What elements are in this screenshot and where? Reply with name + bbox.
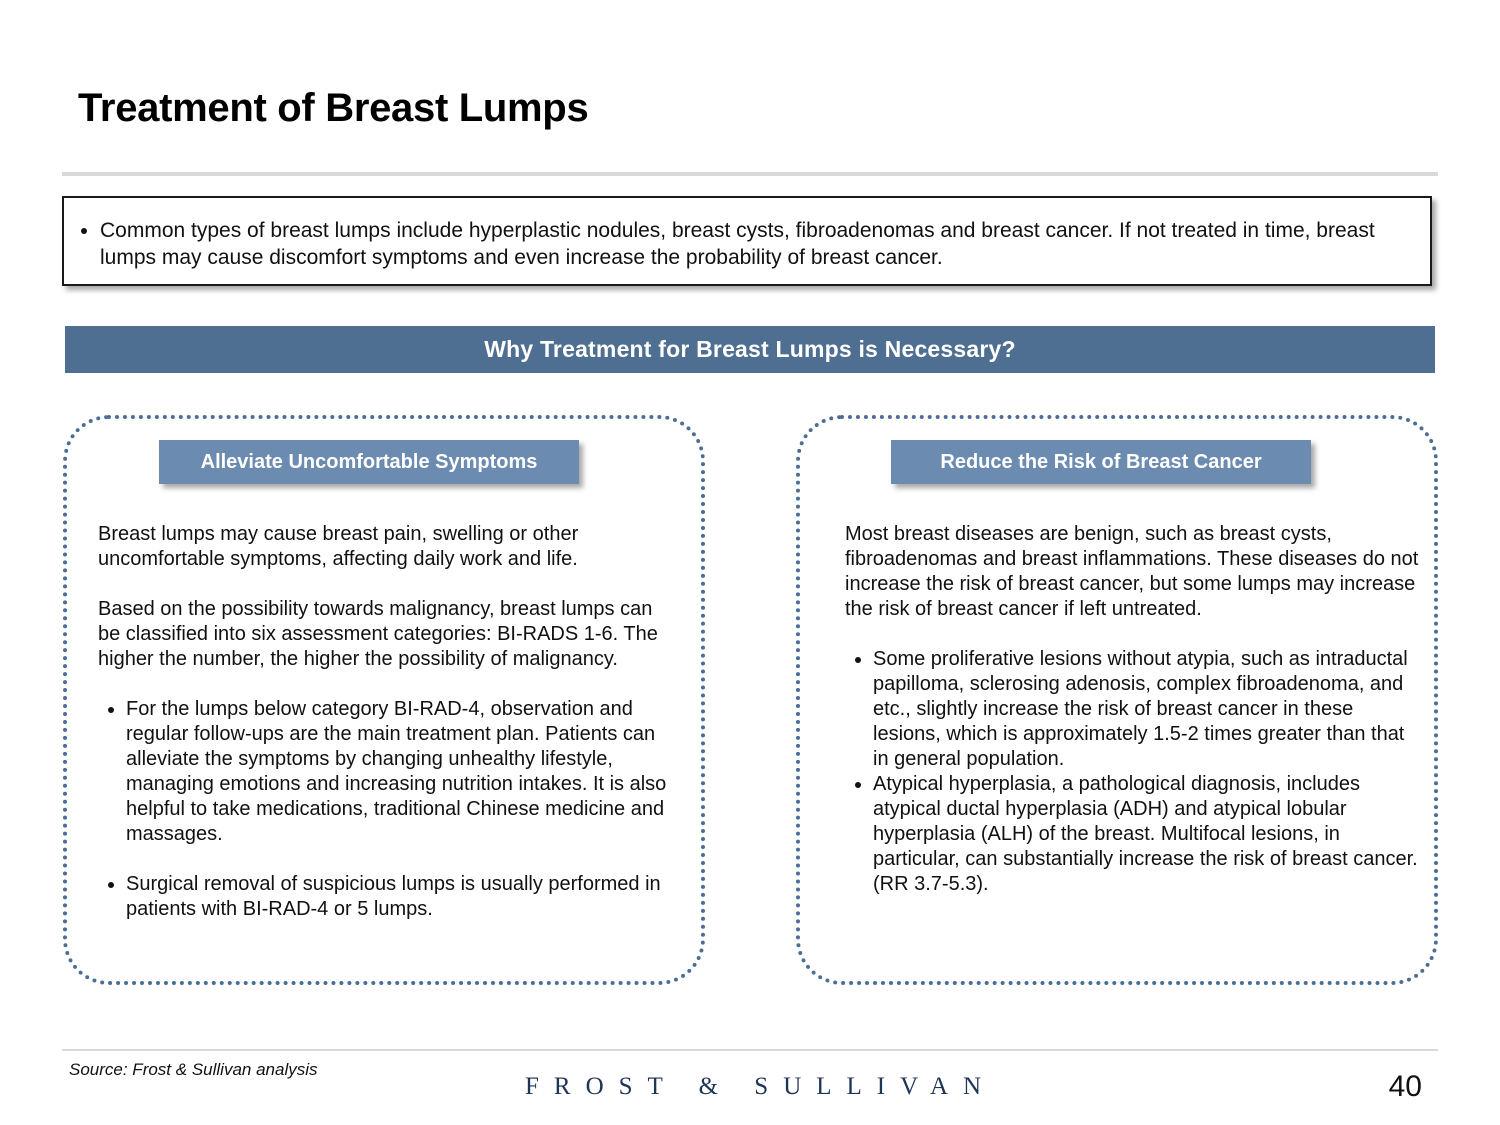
source-note: Source: Frost & Sullivan analysis xyxy=(69,1060,318,1079)
left-panel-body xyxy=(98,522,678,947)
right-panel-body xyxy=(845,522,1420,897)
left-bullet: • Surgical removal of suspicious lumps is usually performed in patients with BI-RAD-4 or 5 lumps. xyxy=(126,872,678,922)
left-paragraph: Breast lumps may cause breast pain, swelling or other uncomfortable symptoms, affecting daily work and life. xyxy=(98,523,579,570)
brand-logo: FROST & SULLIVAN xyxy=(525,1073,997,1100)
left-bullet: • For the lumps below category BI-RAD-4, observation and regular follow-ups are the main treatment plan. Patients can alleviate the symptoms by changing unhealthy lifestyle, managing emotions and increasing nutrition intakes. It is also helpful to take medications, traditional Chinese medicine and massages. xyxy=(126,697,678,847)
footer-divider xyxy=(62,1049,1438,1051)
page-number: 40 xyxy=(1388,1070,1422,1103)
left-paragraph: Based on the possibility towards malignancy, breast lumps can be classified into six assessment categories: BI-RADS 1-6. The higher the number, the higher the possibility of malignancy. xyxy=(98,598,658,670)
right-bullet-list xyxy=(845,647,1420,897)
left-bullet-list xyxy=(98,697,678,922)
page-title: Treatment of Breast Lumps xyxy=(78,86,589,130)
title-divider xyxy=(62,172,1438,176)
section-banner: Why Treatment for Breast Lumps is Necessary? xyxy=(65,326,1435,373)
right-bullet: • Some proliferative lesions without atypia, such as intraductal papilloma, sclerosing adenosis, complex fibroadenoma, and etc., slightly increase the risk of breast cancer in these lesions, which is approximately 1.5-2 times greater than that in general population. xyxy=(873,647,1420,772)
intro-bullet: • Common types of breast lumps include hyperplastic nodules, breast cysts, fibroadenomas and breast cancer. If not treated in time, breast lumps may cause discomfort symptoms and even increase the probability of breast cancer. xyxy=(100,217,1416,271)
right-bullet: • Atypical hyperplasia, a pathological diagnosis, includes atypical ductal hyperplasia (ADH) and atypical lobular hyperplasia (ALH) of the breast. Multifocal lesions, in particular, can substantially increase the risk of breast cancer. (RR 3.7-5.3). xyxy=(873,772,1420,897)
right-panel-heading: Reduce the Risk of Breast Cancer xyxy=(891,440,1311,484)
right-paragraph: Most breast diseases are benign, such as breast cysts, fibroadenomas and breast inflammations. These diseases do not increase the risk of breast cancer, but some lumps may increase the risk of breast cancer if left untreated. xyxy=(845,523,1419,620)
intro-box xyxy=(62,196,1432,286)
intro-list xyxy=(64,198,1430,271)
left-panel-heading: Alleviate Uncomfortable Symptoms xyxy=(159,440,579,484)
